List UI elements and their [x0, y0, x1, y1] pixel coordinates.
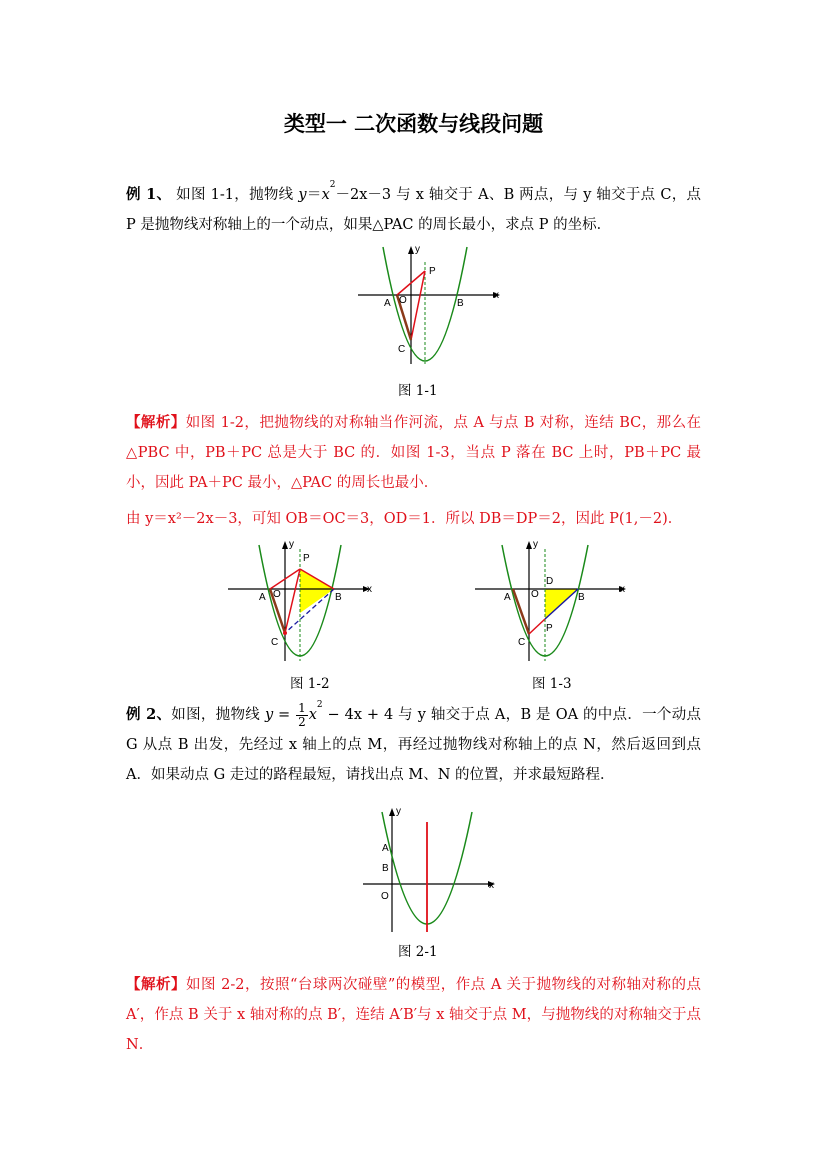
label-o: O — [273, 589, 281, 600]
label-c: C — [398, 344, 406, 355]
example-2-eq-rest: − 4x + 4 — [322, 707, 394, 723]
label-x: x — [620, 584, 625, 595]
label-y: y — [289, 539, 294, 550]
label-b: B — [457, 298, 464, 309]
label-b: B — [578, 592, 585, 603]
solution-1-text: 如图 1-2，把抛物线的对称轴当作河流，点 A 与点 B 对称，连结 BC，那么在△PBC 中，PB＋PC 总是大于 BC 的．如图 1-3，当点 P 落在 BC 上时，PB＋PC 最小，因此 PA＋PC 最小，△PAC 的周长也最小． — [126, 415, 701, 491]
y-axis-arrow — [526, 541, 532, 549]
solution-2-text: 如图 2-2，按照“台球两次碰壁”的模型，作点 A 关于抛物线的对称轴对称的点 A′，作点 B 关于 x 轴对称的点 B′，连结 A′B′与 x 轴交于点 M，与抛物线的对称轴交于点 N． — [126, 977, 702, 1053]
figure-1-1 — [355, 242, 505, 367]
label-x: x — [494, 290, 499, 301]
example-1-eq-sup: 2 — [329, 180, 336, 190]
example-2-fraction — [296, 702, 308, 729]
label-c: C — [271, 637, 279, 648]
label-c: C — [518, 637, 526, 648]
label-y: y — [396, 806, 401, 817]
label-b: B — [382, 863, 389, 874]
label-p: P — [546, 623, 553, 634]
label-p: P — [429, 266, 436, 277]
shaded-triangle — [300, 569, 334, 613]
example-1-eq-eq: ＝ — [306, 187, 322, 203]
example-2-eq-y: y — [264, 707, 274, 723]
figure-1-2 — [225, 537, 380, 665]
label-y: y — [533, 539, 538, 550]
y-axis-arrow — [282, 541, 288, 549]
label-a: A — [504, 592, 511, 603]
label-y: y — [415, 244, 420, 255]
solution-1-tag: 【解析】 — [126, 414, 186, 431]
figure-2-1-caption: 图 2-1 — [398, 944, 438, 960]
figure-1-1-caption: 图 1-1 — [398, 383, 438, 399]
example-1-eq-y: y — [298, 187, 307, 203]
label-p: P — [303, 553, 310, 564]
solution-1 — [126, 408, 701, 498]
figure-1-3 — [472, 537, 632, 665]
y-axis-arrow — [408, 246, 414, 254]
solution-2 — [126, 970, 701, 1060]
example-2-eq-x: x — [308, 707, 317, 723]
example-1-eq-x: x — [321, 187, 330, 203]
page-title: 类型一 二次函数与线段问题 — [283, 112, 544, 136]
label-x: x — [367, 584, 372, 595]
label-a: A — [384, 298, 391, 309]
y-axis-arrow — [389, 808, 395, 816]
example-2-eq-eq: = — [273, 707, 296, 723]
solution-1-line-2: 由 y＝x²－2x－3，可知 OB＝OC＝3，OD＝1．所以 DB＝DP＝2，因此 P(1,－2)． — [126, 511, 683, 527]
label-o: O — [531, 589, 539, 600]
segment-ac — [513, 589, 529, 634]
fraction-numerator: 1 — [298, 700, 306, 715]
label-o: O — [381, 891, 389, 902]
fraction-denominator: 2 — [298, 714, 306, 729]
example-1 — [126, 180, 701, 240]
label-a: A — [259, 592, 266, 603]
segment-cp — [529, 619, 545, 634]
segment-pc — [285, 569, 300, 633]
label-b: B — [335, 592, 342, 603]
label-x: x — [489, 880, 494, 891]
example-1-label: 例 1、 — [126, 186, 172, 203]
example-1-eq-rest: －2x－3 — [335, 187, 392, 203]
example-1-text-b: 与 x 轴交于 A、B 两点，与 y 轴交于点 C，点 P 是抛物线对称轴上的一个动点，如果△PAC 的周长最小，求点 P 的坐标． — [126, 187, 701, 233]
example-1-text-a: 如图 1-1，抛物线 — [171, 187, 299, 203]
label-d: D — [546, 576, 554, 587]
example-2-label: 例 2、 — [126, 706, 172, 723]
figure-2-1 — [360, 804, 500, 934]
figure-1-2-caption: 图 1-2 — [290, 676, 330, 692]
solution-2-tag: 【解析】 — [126, 976, 187, 993]
point-c — [283, 631, 287, 635]
example-2 — [126, 700, 701, 790]
example-2-text-b: 与 y 轴交于点 A，B 是 OA 的中点．一个动点 G 从点 B 出发，先经过 x 轴上的点 M，再经过抛物线对称轴上的点 N，然后返回到点 A．如果动点 G 走过的路程最短，请找出点 M、N 的位置，并求最短路程． — [126, 707, 701, 783]
label-o: O — [399, 295, 407, 306]
example-2-text-a: 如图，抛物线 — [171, 707, 265, 723]
example-2-eq-sup: 2 — [316, 700, 323, 710]
figure-1-3-caption: 图 1-3 — [532, 676, 572, 692]
label-a: A — [382, 843, 389, 854]
